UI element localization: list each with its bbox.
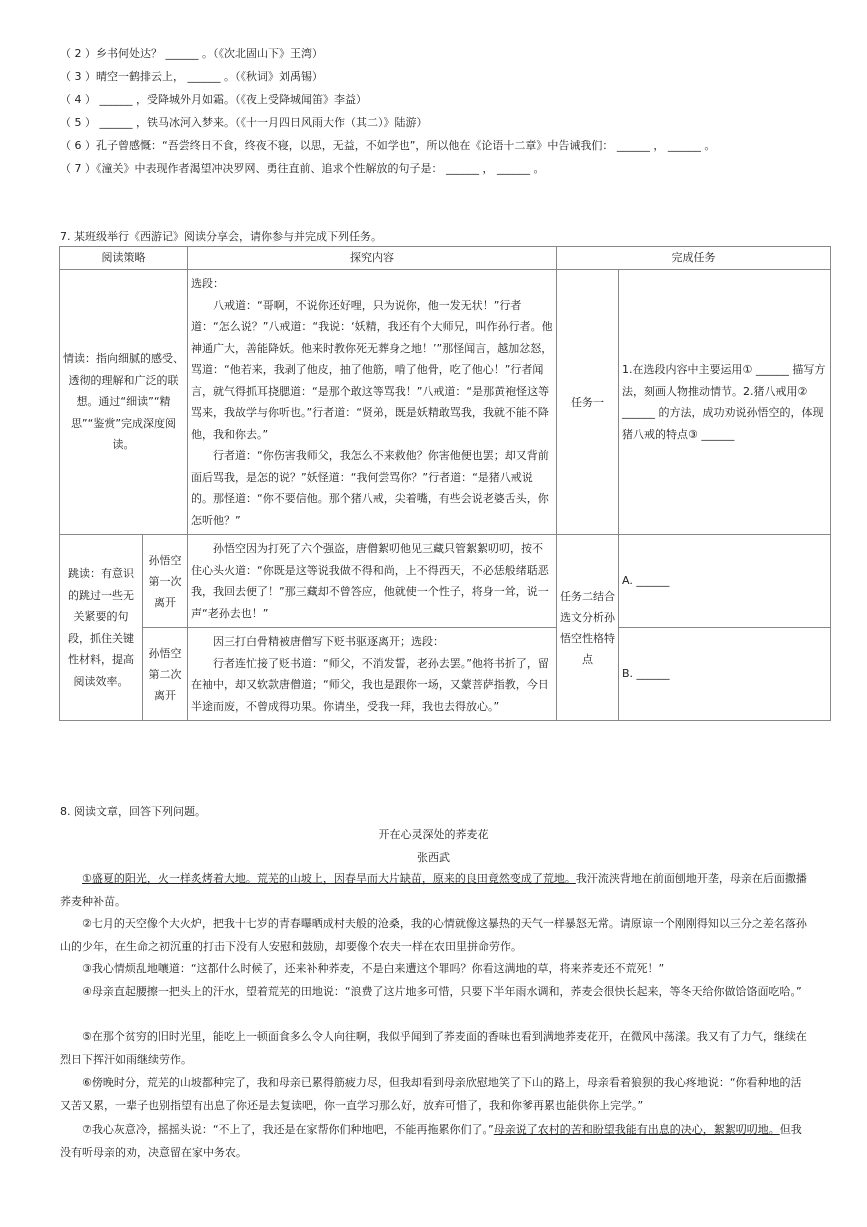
first-departure-label: 孙悟空第一次离开 — [143, 535, 188, 628]
header-content: 探究内容 — [188, 247, 557, 270]
task-one-answer[interactable]: 1.在选段内容中主要运用① ______ 描写方法，刻画人物推动情节。2.猪八戒用② ______ 的方法，成功劝说孙悟空的，体现猪八戒的特点③ ______ — [619, 270, 831, 535]
table-row — [60, 535, 831, 628]
paragraph-text: ⑦我心灰意冷，摇摇头说：“不上了，我还是在家帮你们种地吧，不能再拖累你们了。” — [82, 1123, 494, 1136]
task-one-label: 任务一 — [557, 270, 619, 535]
essay-paragraph-2: ②七月的天空像个大火炉，把我十七岁的青春曝晒成村夫般的沧桑，我的心情就像这暴热的天气一样暴怒无常。请原谅一个刚刚得知以三分之差名落孙山的少年，在生命之初沉重的打击下没有人安慰和鼓励，却要像个农夫一样在农田里拼命劳作。 — [60, 917, 807, 953]
essay-paragraph-7 — [60, 1119, 812, 1164]
poem-item-4: （ 4 ） ______ ，受降城外月如霜。（《夜上受降城闻笛》李益） — [60, 93, 367, 106]
second-departure-cell — [188, 628, 557, 721]
excerpt-paragraph: 行者道：“你伤害我师父，我怎么不来救他？你害他便也罢；却又背前面后骂我，是怎的说？”妖怪道：“我何尝骂你？”行者道：“是猪八戒说的。那怪道：“你不要信他。那个猪八戒，尖着嘴，有些会说老婆舌头，你怎听他？” — [191, 449, 549, 527]
paragraph-text: 但我没有听母亲的劝，决意留在家中务农。 — [60, 1123, 802, 1159]
table-row — [60, 628, 831, 721]
essay-paragraph-3: ③我心情烦乱地嚷道：“这都什么时候了，还来补种荞麦，不是白来遭这个罪吗？你看这满地的草，将来荞麦还不荒死！” — [82, 962, 665, 975]
question-8-title: 8. 阅读文章，回答下列问题。 — [60, 805, 206, 818]
poem-item-2: （ 2 ）乡书何处达？ ______ 。（《次北固山下》王湾） — [60, 47, 323, 60]
strategy-close-reading: 情读：指向细腻的感受、透彻的理解和广泛的联想。通过“细读”“精思”“鉴赏”完成深度阅读。 — [60, 270, 188, 535]
answer-a[interactable]: A. ______ — [619, 535, 831, 628]
excerpt-paragraph: 八戒道：“哥啊，不说你还好哩，只为说你，他一发无状！”行者道：“怎么说？”八戒道：“我说：‘妖精，我还有个大师兄，叫作孙行者。他神通广大，善能降妖。他来时教你死无葬身之地！’”那怪闻言，越加忿怒，骂道：“他若来，我剥了他皮，抽了他筋，啃了他骨，吃了他心！”行者闻言，就气得抓耳挠腮道：“是那个敢这等骂我！”八戒道：“是那黄袍怪这等骂来，我故学与你听也。”行者道：“贤弟，既是妖精敢骂我，我就不能不降他，我和你去。” — [191, 298, 553, 441]
paragraph-text: 我汗流浃背地在前面刨地开垄，母亲在后面撒播荞麦种补苗。 — [60, 872, 807, 908]
essay-paragraph-4: ④母亲直起腰擦一把头上的汗水，望着荒芜的田地说：“浪费了这片地多可惜，只要下半年雨水调和，荞麦会很快长起来，等冬天给你做饸饹面吃哈。” — [82, 985, 802, 998]
reading-strategy-table — [59, 246, 831, 721]
poem-item-7: （ 7 ）《潼关》中表现作者渴望冲决罗网、勇往直前、追求个性解放的句子是： ______ ， ______ 。 — [60, 162, 545, 175]
task-two-label: 任务二结合选文分析孙悟空性格特点 — [557, 535, 619, 721]
strategy-skim-reading: 跳读：有意识的跳过一些无关紧要的句段，抓住关键性材料，提高阅读效率。 — [60, 535, 143, 721]
excerpt-lead: 选段： — [191, 277, 224, 290]
second-departure-lead: 因三打白骨精被唐僧写下贬书驱逐离开；选段： — [213, 635, 444, 648]
second-departure-text: 行者连忙接了贬书道：“师父，不消发誓，老孙去罢。”他将书折了，留在袖中，却又软款唐僧道；“师父，我也是跟你一场，又蒙菩萨指教，今日半途而废，不曾成得功果。你请坐，受我一拜，我也去得放心。” — [191, 656, 549, 713]
excerpt-cell — [188, 270, 557, 535]
first-departure-text: 孙悟空因为打死了六个强盗，唐僧絮叨他见三藏只管絮絮叨叨，按不住心头火道：“你既是这等说我做不得和尚，上不得西天，不必恁般绪聒恶我，我回去便了！”那三藏却不曾答应，他就使一个性子，将身一耸，说一声“老孙去也！” — [188, 535, 557, 628]
underlined-sentence: 母亲说了农村的苦和盼望我能有出息的决心，絮絮叨叨地。 — [493, 1123, 780, 1136]
question-7-title: 7. 某班级举行《西游记》阅读分享会，请你参与并完成下列任务。 — [60, 230, 382, 243]
poem-item-6: （ 6 ）孔子曾感慨：“吾尝终日不食，终夜不寝，以思，无益，不如学也”，所以他在《论语十二章》中告诫我们： ______ ， ______ 。 — [60, 139, 716, 152]
poem-item-5: （ 5 ） ______ ，铁马冰河入梦来。（《十一月四日风雨大作（其二）》陆游） — [60, 116, 428, 129]
table-header-row — [60, 247, 831, 270]
poem-item-3: （ 3 ）晴空一鹤排云上， ______ 。（《秋词》刘禹锡） — [60, 70, 323, 83]
header-task: 完成任务 — [557, 247, 831, 270]
essay-paragraph-1 — [60, 868, 812, 913]
essay-paragraph-6: ⑥傍晚时分，荒芜的山坡都种完了，我和母亲已累得筋疲力尽，但我却看到母亲欣慰地笑了下山的路上，母亲看着狼狈的我心疼地说：“你看种地的活又苦又累，一辈子也别指望有出息了你还是去复读吧，你一直学习那么好，放弃可惜了，我和你爹再累也能供你上完学。” — [60, 1076, 802, 1112]
essay-paragraph-5: ⑤在那个贫穷的旧时光里，能吃上一顿面食多么令人向往啊，我似乎闻到了荞麦面的香味也看到满地荞麦花开，在微风中荡漾。我又有了力气，继续在烈日下挥汗如雨继续劳作。 — [60, 1030, 807, 1066]
header-strategy: 阅读策略 — [60, 247, 188, 270]
essay-author: 张西武 — [417, 851, 450, 864]
answer-b[interactable]: B. ______ — [619, 628, 831, 721]
underlined-sentence: ①盛夏的阳光，火一样炙烤着大地。荒芜的山坡上，因春旱而大片缺苗，原来的良田竟然变成了荒地。 — [82, 872, 576, 885]
second-departure-label: 孙悟空第二次离开 — [143, 628, 188, 721]
table-row — [60, 270, 831, 535]
essay-title: 开在心灵深处的荞麦花 — [378, 828, 489, 841]
